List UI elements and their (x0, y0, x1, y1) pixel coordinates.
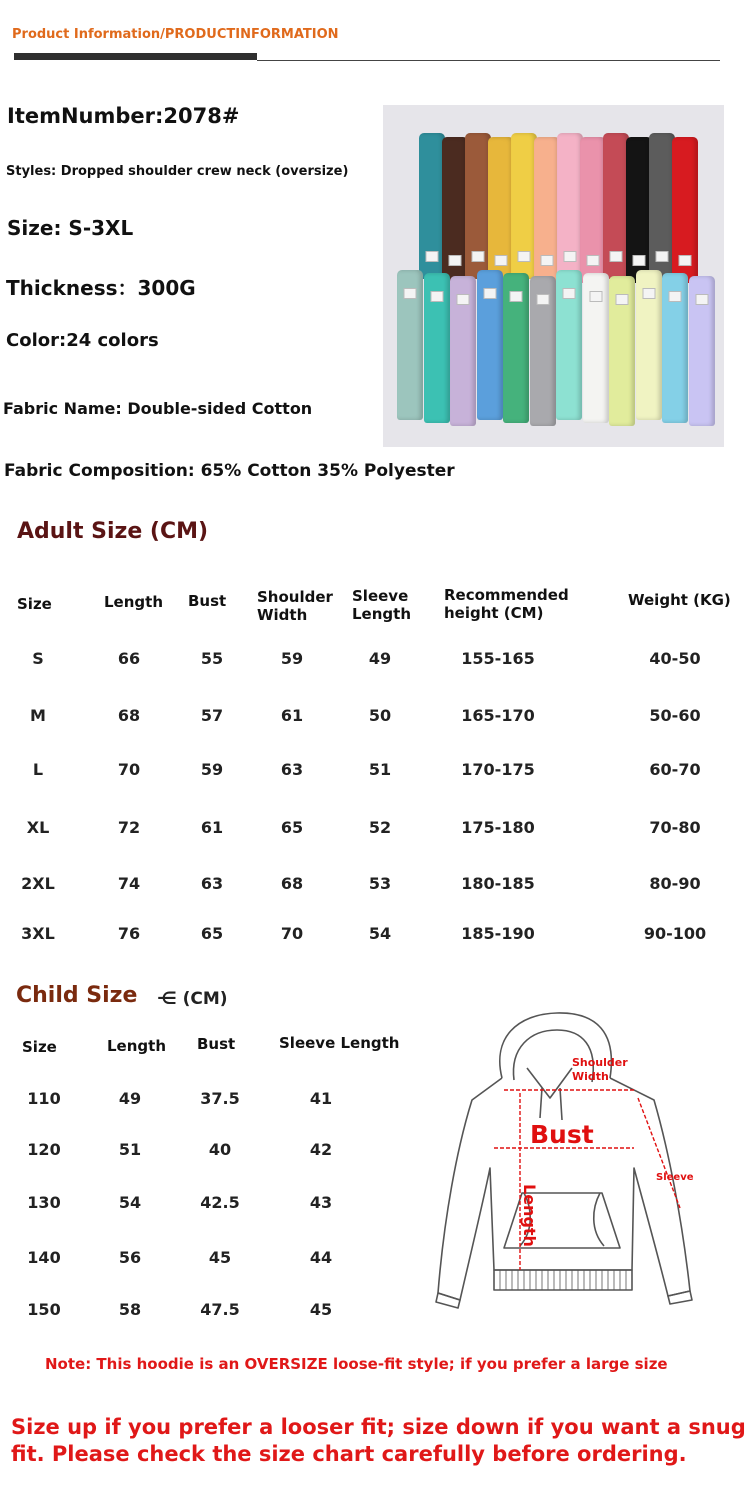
hoodie-swatch-top-12 (672, 137, 698, 283)
hoodie-swatch-bottom-5 (503, 273, 529, 423)
child-cell-sleeve: 43 (309, 1193, 333, 1212)
fabric-composition: Fabric Composition: 65% Cotton 35% Polyester (4, 461, 455, 481)
child-cell-size: 150 (27, 1300, 61, 1319)
hoodie-swatch-bottom-2 (424, 273, 450, 423)
adult-header-sleeve-length: Sleeve Length (352, 587, 411, 623)
adult-cell-size: 2XL (21, 874, 55, 893)
header-divider-thick (14, 53, 257, 60)
styles-text: Styles: Dropped shoulder crew neck (oversize) (6, 164, 349, 179)
adult-header-size: Size (17, 595, 52, 613)
size-tag-icon (541, 255, 554, 266)
size-tag-icon (642, 288, 655, 299)
adult-cell-weight: 50-60 (649, 706, 701, 725)
child-cell-sleeve: 44 (309, 1248, 333, 1267)
child-cell-length: 56 (118, 1248, 142, 1267)
adult-cell-shoulder: 70 (280, 924, 304, 943)
size-tag-icon (616, 294, 629, 305)
child-header-bust: Bust (197, 1035, 236, 1053)
size-tag-icon (587, 255, 600, 266)
adult-cell-sleeve: 54 (368, 924, 392, 943)
adult-cell-bust: 61 (200, 818, 224, 837)
adult-cell-sleeve: 51 (368, 760, 392, 779)
size-tag-icon (563, 288, 576, 299)
color-count: Color:24 colors (6, 330, 159, 351)
size-tag-icon (679, 255, 692, 266)
adult-cell-length: 72 (117, 818, 141, 837)
adult-cell-bust: 57 (200, 706, 224, 725)
hoodie-swatch-bottom-8 (583, 273, 609, 423)
section-header-title: Product Information/PRODUCTINFORMATION (12, 27, 339, 42)
adult-cell-weight: 80-90 (649, 874, 701, 893)
adult-cell-bust: 55 (200, 649, 224, 668)
child-cell-sleeve: 45 (309, 1300, 333, 1319)
size-tag-icon (669, 291, 682, 302)
hoodie-swatch-bottom-12 (689, 276, 715, 426)
adult-cell-height: 155-165 (461, 649, 535, 668)
child-header-length: Length (107, 1037, 166, 1055)
size-tag-icon (695, 294, 708, 305)
adult-cell-weight: 60-70 (649, 760, 701, 779)
adult-cell-length: 66 (117, 649, 141, 668)
adult-cell-size: M (30, 706, 46, 725)
adult-cell-sleeve: 49 (368, 649, 392, 668)
adult-cell-length: 68 (117, 706, 141, 725)
size-range: Size: S-3XL (7, 216, 134, 240)
adult-cell-size: L (32, 760, 44, 779)
child-cell-size: 140 (27, 1248, 61, 1267)
child-cell-size: 110 (27, 1089, 61, 1108)
child-cell-length: 54 (118, 1193, 142, 1212)
child-cell-sleeve: 42 (309, 1140, 333, 1159)
diagram-label-bust: Bust (530, 1120, 594, 1149)
child-cell-size: 130 (27, 1193, 61, 1212)
child-cell-bust: 42.5 (200, 1193, 240, 1212)
child-cell-sleeve: 41 (309, 1089, 333, 1108)
size-tag-icon (430, 291, 443, 302)
child-cell-bust: 45 (208, 1248, 232, 1267)
diagram-label-sleeve: Sleeve (656, 1172, 694, 1183)
hoodie-swatch-bottom-6 (530, 276, 556, 426)
adult-cell-weight: 70-80 (649, 818, 701, 837)
adult-cell-weight: 90-100 (643, 924, 707, 943)
adult-header-shoulder-width: Shoulder Width (257, 588, 333, 624)
size-tag-icon (589, 291, 602, 302)
size-tag-icon (518, 251, 531, 262)
size-tag-icon (633, 255, 646, 266)
adult-cell-bust: 63 (200, 874, 224, 893)
adult-cell-height: 180-185 (461, 874, 535, 893)
child-cell-length: 58 (118, 1300, 142, 1319)
adult-cell-weight: 40-50 (649, 649, 701, 668)
size-tag-icon (656, 251, 669, 262)
fabric-name: Fabric Name: Double-sided Cotton (3, 399, 313, 418)
adult-cell-length: 70 (117, 760, 141, 779)
child-cell-size: 120 (27, 1140, 61, 1159)
size-tag-icon (495, 255, 508, 266)
adult-cell-length: 74 (117, 874, 141, 893)
thickness-text: Thickness：300G (6, 276, 196, 300)
adult-cell-size: S (32, 649, 44, 668)
adult-cell-sleeve: 52 (368, 818, 392, 837)
child-cell-length: 51 (118, 1140, 142, 1159)
hoodie-swatch-bottom-9 (609, 276, 635, 426)
adult-cell-bust: 59 (200, 760, 224, 779)
child-size-unit: ⋲ (CM) (157, 989, 228, 1009)
child-cell-bust: 47.5 (200, 1300, 240, 1319)
adult-cell-height: 165-170 (461, 706, 535, 725)
size-tag-icon (426, 251, 439, 262)
hoodie-swatch-bottom-4 (477, 270, 503, 420)
child-cell-length: 49 (118, 1089, 142, 1108)
adult-cell-shoulder: 59 (280, 649, 304, 668)
size-tag-icon (510, 291, 523, 302)
child-cell-bust: 40 (208, 1140, 232, 1159)
size-tag-icon (457, 294, 470, 305)
size-tag-icon (449, 255, 462, 266)
adult-cell-size: XL (26, 818, 50, 837)
adult-header-length: Length (104, 593, 163, 611)
header-divider-thin (257, 60, 720, 61)
size-tag-icon (610, 251, 623, 262)
size-tag-icon (472, 251, 485, 262)
sizing-advice: Size up if you prefer a looser fit; size down if you want a snug fit. Please check the size chart carefully before ordering. (11, 1415, 746, 1466)
adult-cell-height: 170-175 (461, 760, 535, 779)
hoodie-swatch-bottom-3 (450, 276, 476, 426)
product-photo-color-swatches (383, 105, 724, 447)
oversize-note: Note: This hoodie is an OVERSIZE loose-fit style; if you prefer a large size (45, 1355, 668, 1373)
child-cell-bust: 37.5 (200, 1089, 240, 1108)
diagram-label-length: Length (520, 1184, 539, 1247)
hoodie-swatch-bottom-1 (397, 270, 423, 420)
size-tag-icon (536, 294, 549, 305)
size-tag-icon (483, 288, 496, 299)
adult-cell-size: 3XL (21, 924, 55, 943)
adult-header-bust: Bust (188, 592, 227, 610)
hoodie-measurement-diagram (432, 1008, 707, 1320)
hoodie-swatch-bottom-10 (636, 270, 662, 420)
hoodie-swatch-bottom-7 (556, 270, 582, 420)
size-tag-icon (564, 251, 577, 262)
adult-header-weight: Weight (KG) (628, 591, 731, 609)
adult-cell-sleeve: 53 (368, 874, 392, 893)
adult-header-recommended-height: Recommended height (CM) (444, 586, 569, 622)
adult-cell-sleeve: 50 (368, 706, 392, 725)
hoodie-swatch-bottom-11 (662, 273, 688, 423)
adult-cell-height: 185-190 (461, 924, 535, 943)
child-header-sleeve-length: Sleeve Length (279, 1034, 400, 1052)
adult-size-title: Adult Size (CM) (17, 519, 209, 544)
adult-cell-shoulder: 61 (280, 706, 304, 725)
adult-cell-shoulder: 68 (280, 874, 304, 893)
child-size-title: Child Size (16, 983, 138, 1008)
adult-cell-height: 175-180 (461, 818, 535, 837)
diagram-label-width: Width (572, 1070, 609, 1083)
size-tag-icon (404, 288, 417, 299)
adult-cell-bust: 65 (200, 924, 224, 943)
diagram-label-shoulder: Shoulder (572, 1056, 628, 1069)
adult-cell-shoulder: 65 (280, 818, 304, 837)
item-number: ItemNumber:2078# (7, 104, 240, 128)
adult-cell-length: 76 (117, 924, 141, 943)
adult-cell-shoulder: 63 (280, 760, 304, 779)
child-header-size: Size (22, 1038, 57, 1056)
